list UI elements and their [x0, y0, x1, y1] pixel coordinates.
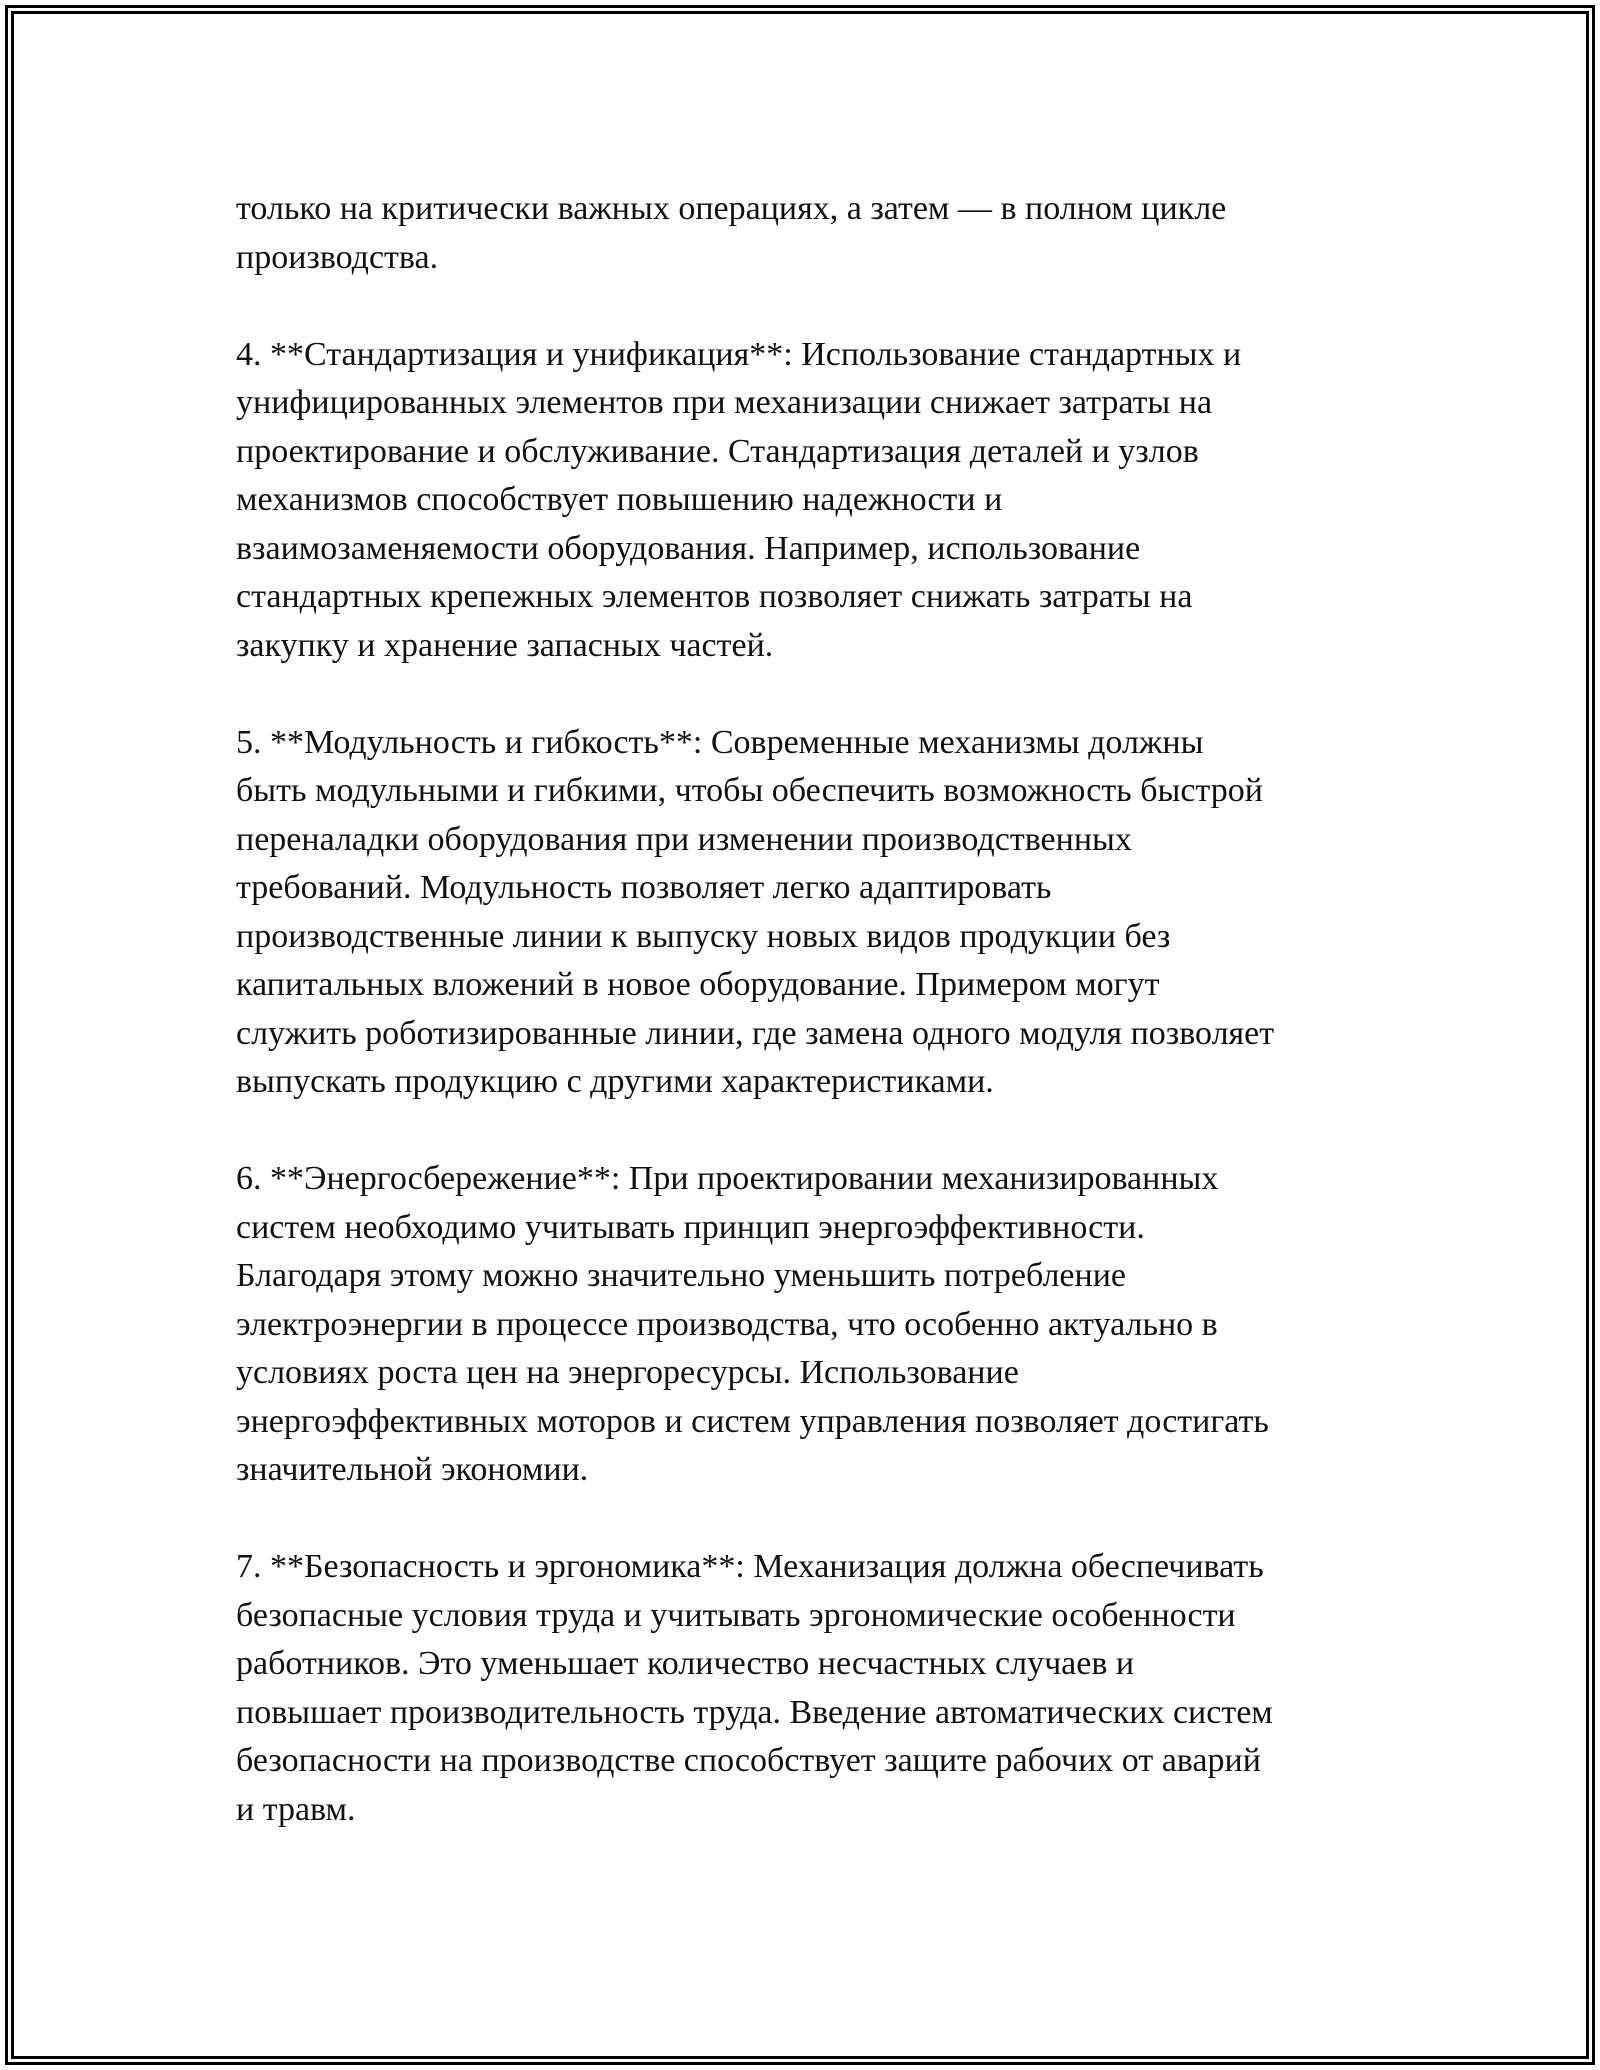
text-line: 6. **Энергосбережение**: При проектировании механизированных [236, 1160, 1219, 1197]
text-line: и травм. [236, 1790, 356, 1828]
text-line: выпускать продукцию с другими характеристиками. [236, 1063, 994, 1100]
text-line: унифицированных элементов при механизации снижает затраты на [236, 384, 1213, 421]
text-line: 5. **Модульность и гибкость**: Современные механизмы должны [236, 723, 1204, 761]
paragraph-item-7 [236, 1543, 1386, 1834]
paragraph-item-6 [236, 1155, 1386, 1495]
text-line: производства. [236, 238, 439, 276]
text-line: быть модульными и гибкими, чтобы обеспечить возможность быстрой [236, 772, 1263, 809]
text-line: повышает производительность труда. Введение автоматических систем [236, 1693, 1273, 1731]
text-line: механизмов способствует повышению надежности и [236, 481, 1003, 518]
text-line: только на критически важных операциях, а затем — в полном цикле [236, 190, 1227, 227]
text-line: условиях роста цен на энергоресурсы. Использование [236, 1354, 1019, 1391]
text-line: безопасности на производстве способствует защите рабочих от аварий [236, 1742, 1261, 1779]
text-line: служить роботизированные линии, где замена одного модуля позволяет [236, 1014, 1275, 1052]
text-line: требований. Модульность позволяет легко адаптировать [236, 869, 1052, 906]
text-line: систем необходимо учитывать принцип энергоэффективности. [236, 1208, 1145, 1246]
paragraph-item-4 [236, 331, 1386, 671]
text-line: взаимозаменяемости оборудования. Например, использование [236, 529, 1141, 567]
text-line: значительной экономии. [236, 1451, 589, 1488]
paragraph-item-5 [236, 719, 1386, 1107]
document-body [236, 185, 1386, 1883]
text-line: 4. **Стандартизация и унификация**: Использование стандартных и [236, 335, 1242, 373]
text-line: работников. Это уменьшает количество несчастных случаев и [236, 1645, 1135, 1682]
text-line: энергоэффективных моторов и систем управления позволяет достигать [236, 1402, 1269, 1440]
text-line: закупку и хранение запасных частей. [236, 626, 774, 664]
text-line: Благодаря этому можно значительно уменьшить потребление [236, 1257, 1126, 1294]
text-line: капитальных вложений в новое оборудование. Примером могут [236, 966, 1160, 1003]
text-line: безопасные условия труда и учитывать эргономические особенности [236, 1596, 1236, 1634]
text-line: 7. **Безопасность и эргономика**: Механизация должна обеспечивать [236, 1548, 1264, 1585]
text-line: электроэнергии в процессе производства, что особенно актуально в [236, 1305, 1218, 1343]
text-line: проектирование и обслуживание. Стандартизация деталей и узлов [236, 432, 1199, 470]
text-line: стандартных крепежных элементов позволяет снижать затраты на [236, 578, 1193, 615]
paragraph-continuation [236, 185, 1386, 282]
text-line: производственные линии к выпуску новых видов продукции без [236, 917, 1171, 955]
text-line: переналадки оборудования при изменении производственных [236, 820, 1132, 858]
